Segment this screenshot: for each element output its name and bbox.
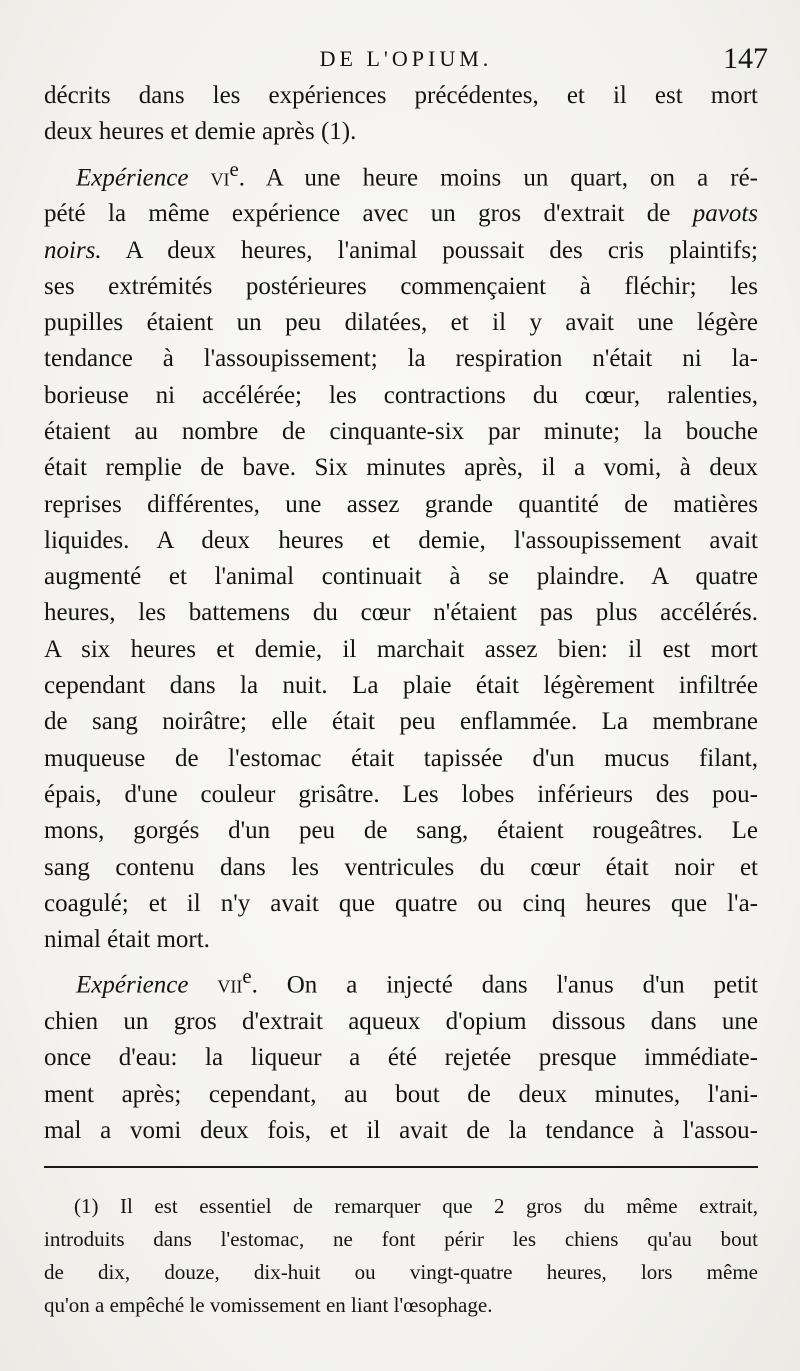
text-line: augmenté et l'animal continuait à se plaindre. A quatre [44,563,758,591]
text-line: nimal était mort. [44,926,210,954]
experience-ordinal: vi [210,163,230,191]
ordinal-superscript: e [229,156,239,181]
text-line: décrits dans les expériences précédentes, et il est mort [44,82,758,109]
text-line: était remplie de bave. Six minutes après, il a vomi, à deux [44,454,758,482]
text-line: pupilles étaient un peu dilatées, et il y avait une légère [44,309,758,337]
footnote-rule [44,1166,758,1168]
text-line: once d'eau: la liqueur a été rejetée presque immédiate- [44,1044,758,1072]
text-line-content: pété la même expérience avec un gros d'extrait de [44,200,671,228]
experience-ordinal: vii [217,971,243,999]
experience-label: Expérience [76,971,189,999]
text-line: mal a vomi deux fois, et il avait de la tendance à l'assou- [44,1116,758,1144]
ordinal-superscript: e [242,964,252,989]
footnote-line: introduits dans l'estomac, ne font périr les chiens qu'au bout [44,1227,758,1251]
text-line: sang contenu dans les ventricules du cœur était noir et [44,853,758,881]
text-line [44,196,758,232]
text-line [44,151,758,197]
text-line [44,233,758,269]
running-head [44,42,768,76]
page-number: 147 [723,42,768,75]
text-line: deux heures et demie après (1). [44,118,357,146]
footnote-line: qu'on a empêché le vomissement en liant l'œsophage. [44,1293,493,1317]
text-line: A six heures et demie, il marchait assez bien: il est mort [44,635,758,663]
text-line-content: A une heure moins un quart, on a ré- [265,163,759,191]
text-line: ses extrémités postérieures commençaient à fléchir; les [44,272,758,300]
text-line: mons, gorgés d'un peu de sang, étaient rougeâtres. Le [44,817,758,845]
text-line: épais, d'une couleur grisâtre. Les lobes inférieurs des pou- [44,780,758,808]
text-line: liquides. A deux heures et demie, l'assoupissement avait [44,526,758,554]
text-line-content: A deux heures, l'animal poussait des cris plaintifs; [125,236,758,264]
text-line: étaient au nombre de cinquante-six par minute; la bouche [44,418,758,445]
text-line: reprises différentes, une assez grande quantité de matières [44,490,758,518]
text-line [44,958,758,1004]
text-line: borieuse ni accélérée; les contractions du cœur, ralenties, [44,381,758,409]
experience-period: . [251,971,258,999]
text-line: cependant dans la nuit. La plaie était légèrement infiltrée [44,672,758,700]
text-line: chien un gros d'extrait aqueux d'opium dissous dans une [44,1008,758,1036]
text-line: muqueuse de l'estomac était tapissée d'un mucus filant, [44,744,758,772]
text-line: tendance à l'assoupissement; la respiration n'était ni la- [44,345,758,373]
italic-term: pavots [692,200,759,228]
footnote-line: (1) Il est essentiel de remarquer que 2 gros du même extrait, [74,1194,758,1218]
main-text [44,78,758,1149]
text-line: coagulé; et il n'y avait que quatre ou cinq heures que l'a- [44,889,758,917]
footnote [44,1190,758,1322]
text-line: ment après; cependant, au bout de deux minutes, l'ani- [44,1080,758,1108]
text-line-content: On a injecté dans l'anus d'un petit [286,971,758,999]
experience-period: . [238,163,245,191]
text-line: heures, les battemens du cœur n'étaient pas plus accélérés. [44,599,758,627]
running-title: DE L'OPIUM. [319,46,493,71]
experience-label: Expérience [76,163,189,191]
footnote-line: de dix, douze, dix-huit ou vingt-quatre heures, lors même [44,1260,758,1284]
text-line: de sang noirâtre; elle était peu enflammée. La membrane [44,708,758,736]
italic-term: noirs. [44,236,102,264]
